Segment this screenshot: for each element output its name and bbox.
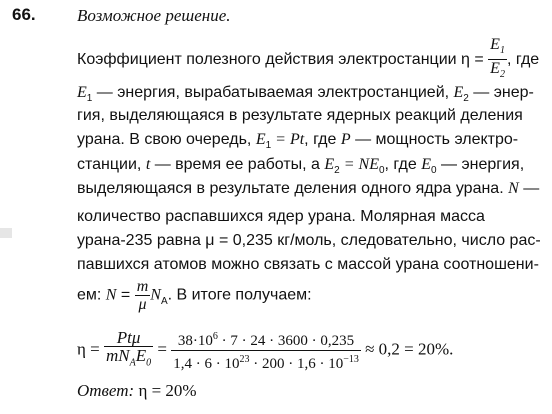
text-line-8: урана-235 равна μ = 0,235 кг/моль, следовательно, число рас- — [77, 232, 541, 249]
margin-mark — [0, 228, 12, 238]
text-line-10: ем: N = $\frac{m}{\mu}$ $N_A$. В итоге получаем: — [77, 278, 312, 313]
answer-value: η = 20% — [134, 381, 197, 400]
text-line-2: $E_1$ — энергия, вырабатываемая электростанцией, $E_2$ — энер- — [77, 84, 534, 105]
numeric-fraction: $\frac{38\cdot 10^6 \cdot 7 \cdot 24 \cdot 3600 \cdot 0,235}{1,4 \cdot 6 \cdot 10^{23} \cdot 200 \cdot 1,6 \cdot 10^{-13}}$ — [171, 328, 361, 373]
efficiency-fraction: $\frac{E_1}{E_2}$ — [490, 36, 505, 81]
text-line-7: количество распавшихся ядер урана. Молярная масса — [77, 208, 485, 225]
problem-number: 66. — [12, 5, 36, 24]
mass-molar-fraction: $\frac{m}{\mu}$ — [136, 278, 149, 313]
text-line-3: гия, выделяющаяся в результате ядерных реакций деления — [77, 107, 523, 124]
final-equation: η = $\frac{\text{Ptμ}}{mN_AE_0}$ = $\frac{38\cdot 10^6 \cdot 7 \cdot 24 \cdot 3600 \cdot 0,235}{1,4 \cdot 6 \cdot 10^{23} \cdot 200 \cdot 1,6 \cdot 10^{-13}}$ ≈ 0,2 = 20%. — [77, 328, 454, 372]
text-line-1: Коэффициент полезного действия электростанции η = $\frac{E_1}{E_2}$ , где — [77, 36, 539, 83]
answer-line — [77, 381, 197, 401]
symbolic-fraction: $\frac{\text{Ptμ}}{mN_AE_0}$ — [105, 328, 152, 369]
solution-heading: Возможное решение. — [77, 6, 231, 25]
answer-label: Ответ: — [77, 381, 135, 400]
text-line-6: выделяющаяся в результате деления одного ядра урана. N — — [77, 180, 540, 197]
text-line-9: павшихся атомов можно связать с массой урана соотношени- — [77, 256, 539, 273]
text-line-4: урана. В свою очередь, $E_1 = Pt$, где P — мощность электро- — [77, 131, 519, 152]
text-line-5: станции, t — время ее работы, а $E_2 = NE_0$, где $E_0$ — энергия, — [77, 156, 525, 177]
